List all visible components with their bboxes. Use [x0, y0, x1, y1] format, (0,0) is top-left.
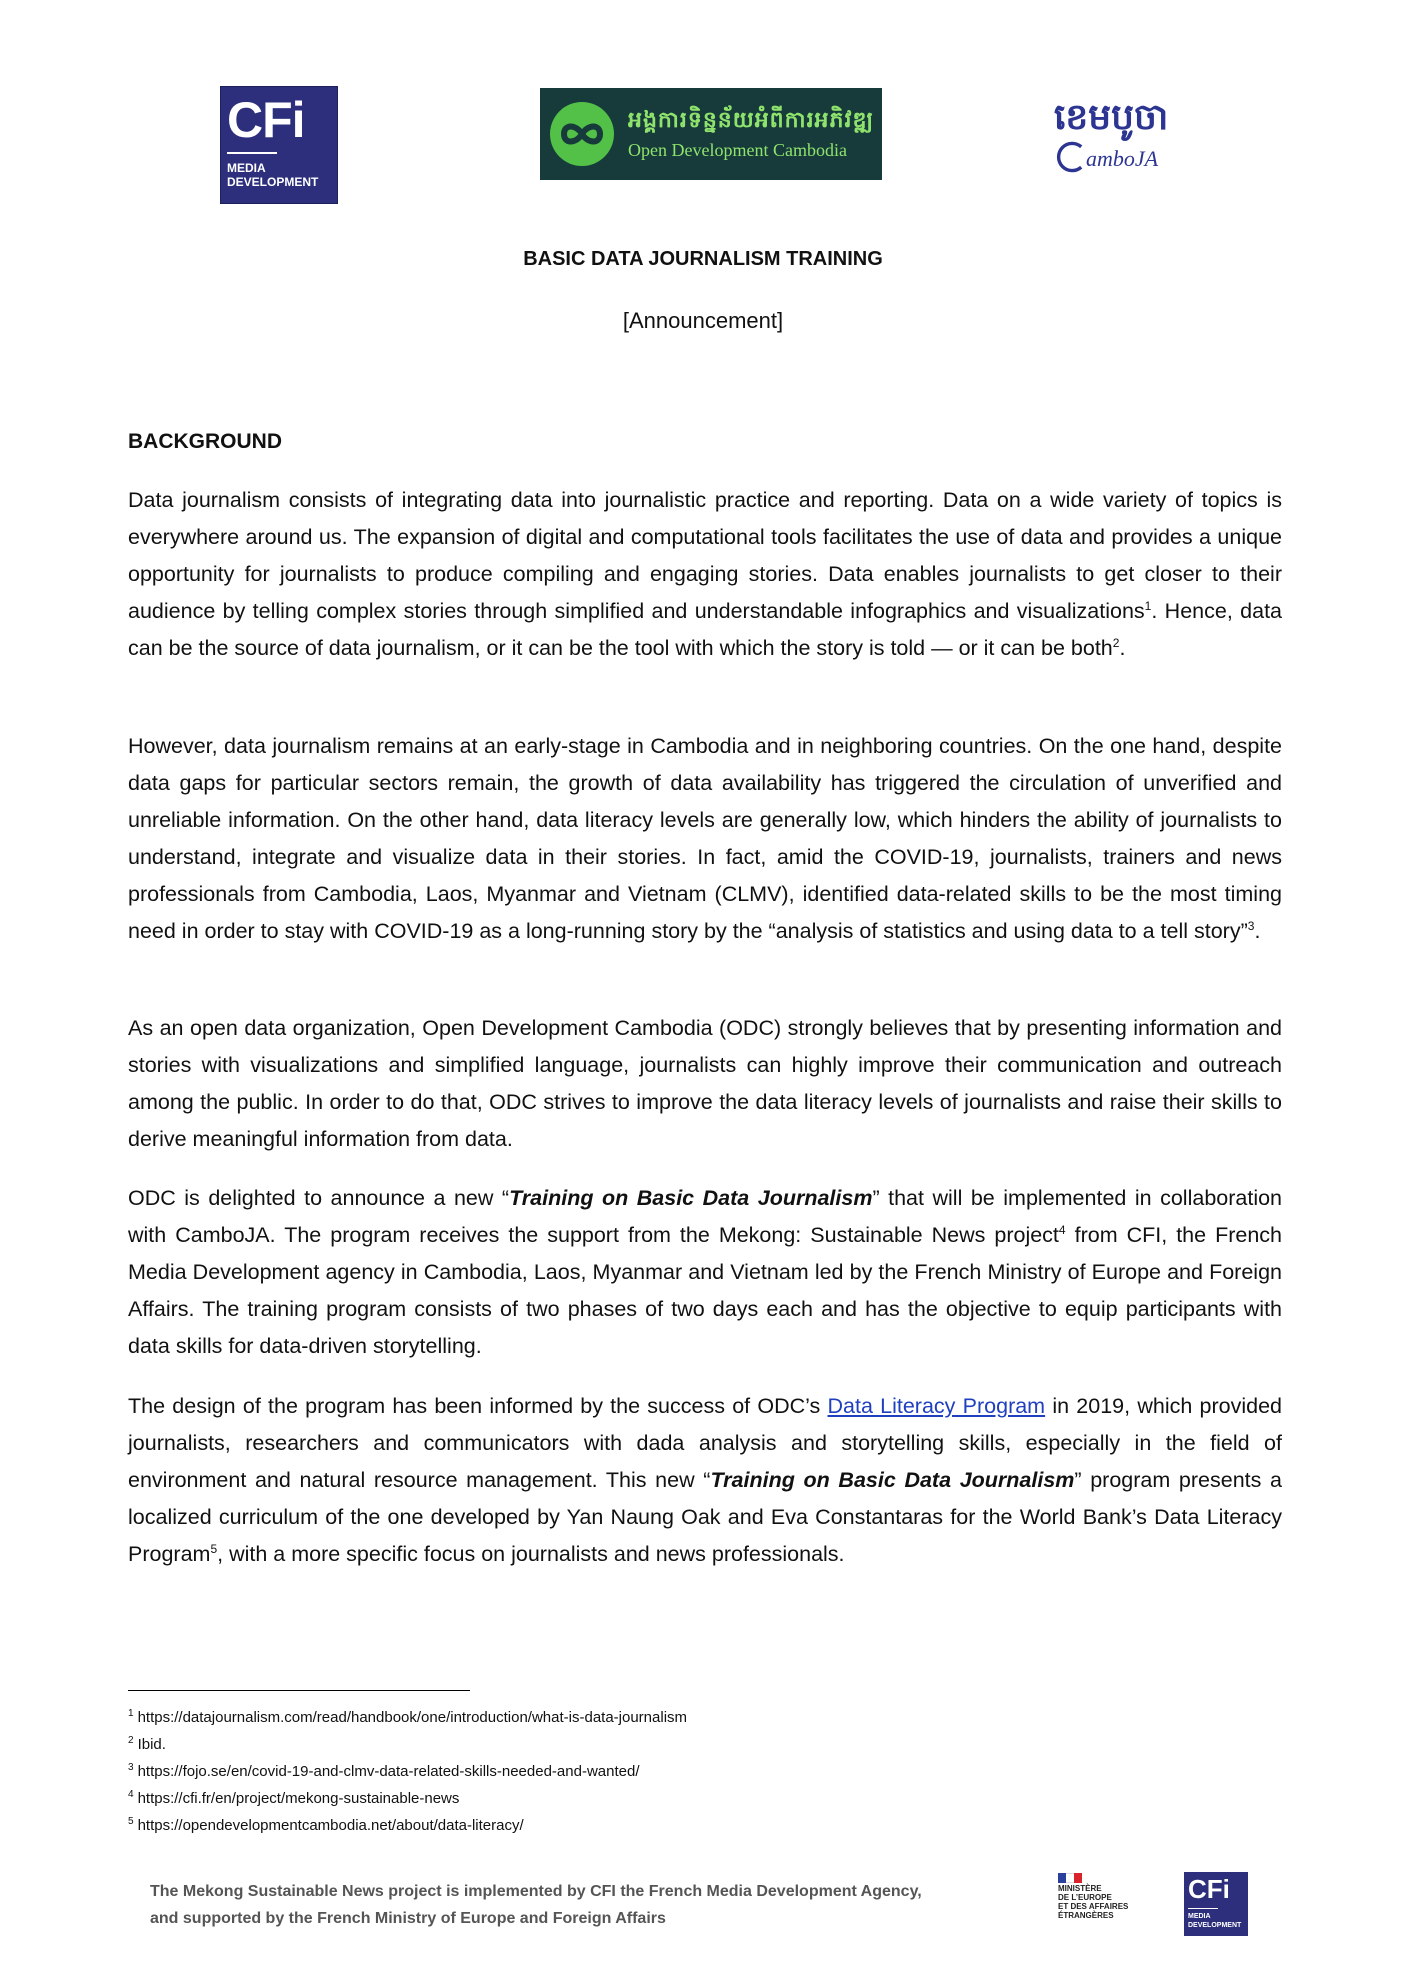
- footer-cfi-line1: MEDIA: [1188, 1913, 1211, 1920]
- cfi-logo: [220, 86, 338, 204]
- footnote-text[interactable]: https://datajournalism.com/read/handbook/one/introduction/what-is-data-journalism: [137, 1709, 688, 1726]
- p2-text-b: .: [1254, 919, 1261, 943]
- footnote-5: [128, 1810, 687, 1837]
- footnote-text[interactable]: https://cfi.fr/en/project/mekong-sustainable-news: [137, 1790, 460, 1807]
- french-flag-icon: [1058, 1870, 1082, 1880]
- p4-training-title: Training on Basic Data Journalism: [509, 1186, 873, 1210]
- footnote-2: [128, 1729, 687, 1756]
- cfi-logo-subtitle: [227, 161, 318, 189]
- ministry-line-1: MINISTÈRE: [1058, 1884, 1102, 1893]
- p1-text-c: .: [1119, 636, 1126, 660]
- ministry-line-3: ET DES AFFAIRES: [1058, 1902, 1129, 1911]
- p5-text-d: , with a more specific focus on journalists and news professionals.: [217, 1542, 845, 1566]
- footer-line-1: The Mekong Sustainable News project is implemented by CFI the French Media Development Agency,: [150, 1883, 922, 1900]
- section-heading-background: BACKGROUND: [128, 430, 282, 453]
- footnote-ref-1[interactable]: 1: [1144, 598, 1152, 613]
- camboja-logo-english: amboJA: [1086, 146, 1159, 171]
- document-title: BASIC DATA JOURNALISM TRAINING: [523, 248, 883, 270]
- footnote-1: [128, 1702, 687, 1729]
- data-literacy-program-link[interactable]: Data Literacy Program: [827, 1394, 1046, 1418]
- footnote-divider: [128, 1690, 470, 1691]
- footnote-4: [128, 1783, 687, 1810]
- footer-cfi-line2: DEVELOPMENT: [1188, 1922, 1242, 1929]
- odc-logo-english: Open Development Cambodia: [628, 140, 847, 160]
- footnote-number: 3: [128, 1762, 134, 1773]
- footnote-text[interactable]: https://opendevelopmentcambodia.net/about/data-literacy/: [137, 1817, 524, 1834]
- footnote-ref-4[interactable]: 4: [1058, 1222, 1066, 1237]
- footnote-number: 1: [128, 1708, 134, 1719]
- cfi-logo-main: CFi: [227, 92, 305, 148]
- camboja-logo-khmer: ខេមបូចា: [1054, 96, 1169, 137]
- footnote-number: 4: [128, 1789, 134, 1800]
- ministry-line-2: DE L’EUROPE: [1058, 1893, 1112, 1902]
- footer-text: [150, 1878, 922, 1932]
- footer-cfi-subtitle: [1188, 1912, 1241, 1930]
- p2-text-a: However, data journalism remains at an early-stage in Cambodia and in neighboring countries. On the one hand, despite data gaps for particular sectors remain, the growth of data availability has triggered the circulation of unverified and unreliable information. On the other hand, data literacy levels are generally low, which hinders the ability of journalists to understand, integrate and visualize data in their stories. In fact, amid the COVID-19, journalists, trainers and news professionals from Cambodia, Laos, Myanmar and Vietnam (CLMV), identified data-related skills to be the most timing need in order to stay with COVID-19 as a long-running story by the “analysis of statistics and using data to a tell story”: [128, 734, 1282, 943]
- footnote-number: 5: [128, 1816, 134, 1827]
- footer-cfi-logo: [1184, 1872, 1248, 1936]
- camboja-logo: [1046, 94, 1196, 184]
- ministry-line-4: ÉTRANGÈRES: [1058, 1911, 1114, 1920]
- p5-text-a: The design of the program has been informed by the success of ODC’s: [128, 1394, 828, 1418]
- footnote-ref-3[interactable]: 3: [1247, 918, 1255, 933]
- footnote-text: Ibid.: [137, 1736, 166, 1753]
- odc-infinity-icon: [550, 102, 614, 166]
- document-subtitle: [Announcement]: [622, 308, 784, 333]
- camboja-c-icon: [1054, 140, 1088, 174]
- paragraph-3: As an open data organization, Open Development Cambodia (ODC) strongly believes that by presenting information and stories with visualizations and simplified language, journalists can highly improve their communication and outreach among the public. In order to do that, ODC strives to improve the data literacy levels of journalists and raise their skills to derive meaningful information from data.: [128, 1016, 1282, 1151]
- p1-text-b: . Hence, data can be the source of data journalism, or it can be the tool with which the story is told — or it can be both: [128, 599, 1282, 660]
- ministry-logo: [1058, 1870, 1178, 1938]
- cfi-logo-line2: DEVELOPMENT: [227, 175, 319, 189]
- odc-logo: [540, 88, 882, 180]
- footnote-3: [128, 1756, 687, 1783]
- p4-text-a: ODC is delighted to announce a new “: [128, 1186, 510, 1210]
- p5-text-c: ” program presents a localized curriculum of the one developed by Yan Naung Oak and Eva Constantaras for the World Bank’s Data Literacy Program: [128, 1468, 1282, 1566]
- paragraph-1: [128, 482, 1282, 667]
- odc-logo-khmer: អង្គការទិន្នន័យអំពីការអភិវឌ្ឍ: [628, 107, 874, 132]
- cfi-logo-rule: [227, 152, 277, 154]
- footer-cfi-main: CFi: [1188, 1874, 1230, 1904]
- footer-line-2: and supported by the French Ministry of Europe and Foreign Affairs: [150, 1910, 666, 1927]
- paragraph-2: [128, 728, 1282, 950]
- cfi-logo-line1: MEDIA: [227, 161, 266, 175]
- p5-training-title: Training on Basic Data Journalism: [710, 1468, 1075, 1492]
- footnote-number: 2: [128, 1735, 134, 1746]
- paragraph-5: [128, 1388, 1282, 1573]
- p5-text-b: in 2019, which provided journalists, researchers and communicators with dada analysis and storytelling skills, especially in the field of environment and natural resource management. This new “: [128, 1394, 1282, 1492]
- ministry-logo-text: [1058, 1884, 1128, 1920]
- p1-text-a: Data journalism consists of integrating data into journalistic practice and reporting. Data on a wide variety of topics is everywhere around us. The expansion of digital and computational tools facilitates the use of data and provides a unique opportunity for journalists to produce compiling and engaging stories. Data enables journalists to get closer to their audience by telling complex stories through simplified and understandable infographics and visualizations: [128, 488, 1282, 623]
- footer-cfi-rule: [1188, 1908, 1218, 1909]
- p4-text-c: from CFI, the French Media Development agency in Cambodia, Laos, Myanmar and Vietnam led by the French Ministry of Europe and Foreign Affairs. The training program consists of two phases of two days each and has the objective to equip participants with data skills for data-driven storytelling.: [128, 1223, 1282, 1358]
- footnote-ref-2[interactable]: 2: [1112, 635, 1120, 650]
- paragraph-4: [128, 1180, 1282, 1365]
- footnote-ref-5[interactable]: 5: [210, 1541, 218, 1556]
- footnote-text[interactable]: https://fojo.se/en/covid-19-and-clmv-data-related-skills-needed-and-wanted/: [137, 1763, 640, 1780]
- p4-text-b: ” that will be implemented in collaboration with CamboJA. The program receives the support from the Mekong: Sustainable News project: [128, 1186, 1283, 1247]
- footnotes-list: [128, 1702, 687, 1837]
